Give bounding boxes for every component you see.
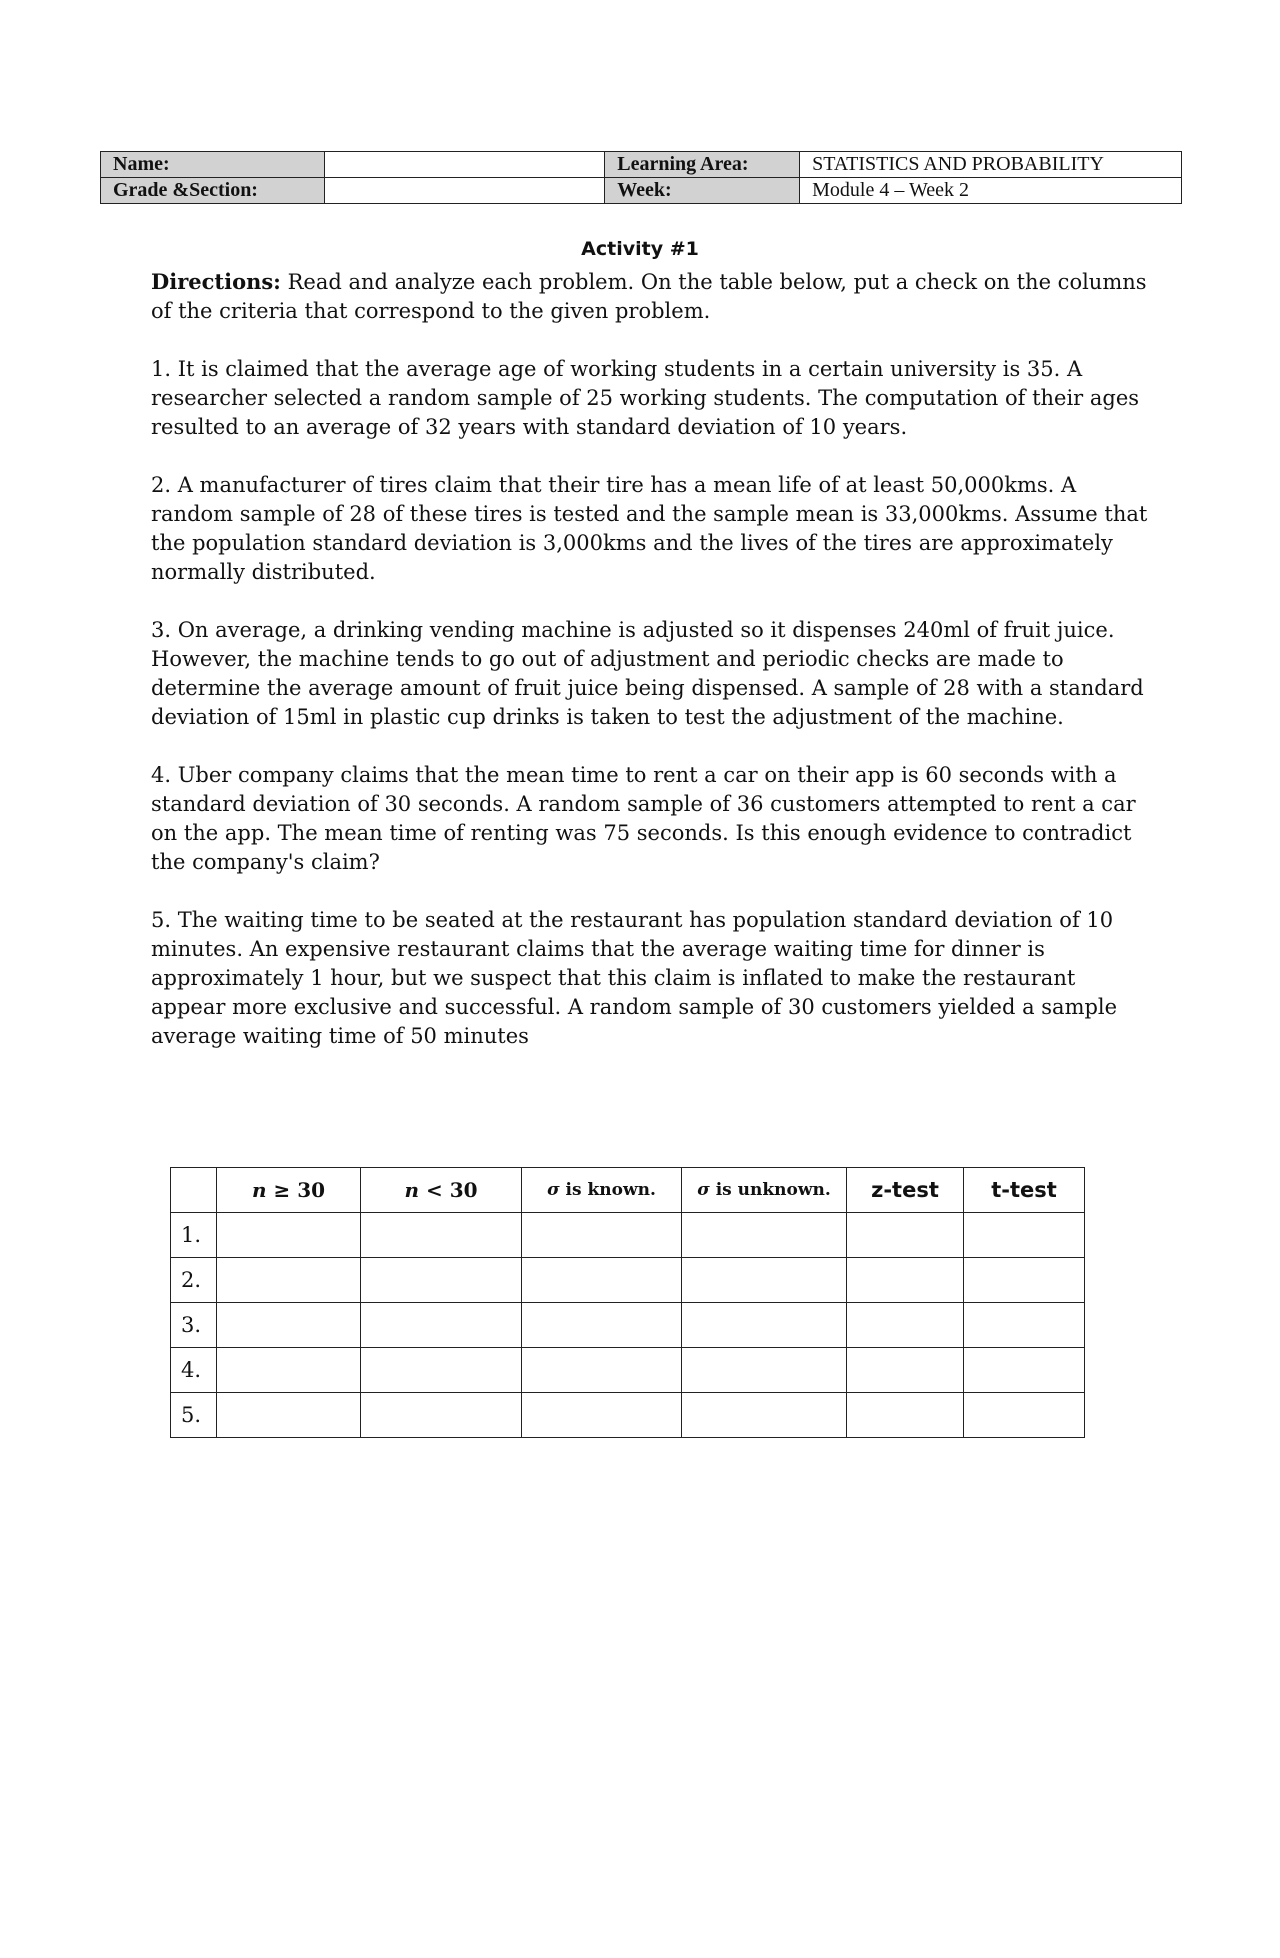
table-row <box>171 1213 1085 1258</box>
check-cell[interactable] <box>682 1213 847 1258</box>
check-cell[interactable] <box>682 1393 847 1438</box>
check-cell[interactable] <box>847 1213 964 1258</box>
criteria-table <box>170 1167 1085 1438</box>
check-cell[interactable] <box>847 1348 964 1393</box>
problem-4: 4. Uber company claims that the mean time to rent a car on their app is 60 seconds with a standard deviation of 30 seconds. A random sample of 36 customers attempted to rent a car on the app. The mean time of renting was 75 seconds. Is this enough evidence to contradict the company's claim? <box>151 763 1136 874</box>
check-cell[interactable] <box>682 1258 847 1303</box>
check-cell[interactable] <box>682 1348 847 1393</box>
header-info-table <box>100 151 1182 204</box>
check-cell[interactable] <box>964 1303 1085 1348</box>
header-row-2 <box>101 178 1182 204</box>
check-cell[interactable] <box>217 1258 361 1303</box>
problem-2: 2. A manufacturer of tires claim that their tire has a mean life of at least 50,000kms. A random sample of 28 of these tires is tested and the sample mean is 33,000kms. Assume that the population standard deviation is 3,000kms and the lives of the tires are approximately normally distributed. <box>151 473 1148 584</box>
header-n-ge-30: n ≥ 30 <box>217 1168 361 1213</box>
problem-5: 5. The waiting time to be seated at the restaurant has population standard deviation of 10 minutes. An expensive restaurant claims that the average waiting time for dinner is approximately 1 hour, but we suspect that this claim is inflated to make the restaurant appear more exclusive and successful. A random sample of 30 customers yielded a sample average waiting time of 50 minutes <box>151 908 1118 1048</box>
check-cell[interactable] <box>217 1393 361 1438</box>
header-t-test: t-test <box>964 1168 1085 1213</box>
check-cell[interactable] <box>964 1258 1085 1303</box>
check-cell[interactable] <box>964 1348 1085 1393</box>
criteria-header-row <box>171 1168 1085 1213</box>
activity-content <box>151 267 1151 1080</box>
row-number: 3. <box>171 1303 217 1348</box>
check-cell[interactable] <box>522 1348 682 1393</box>
directions-label: Directions: <box>151 269 281 294</box>
check-cell[interactable] <box>361 1348 522 1393</box>
check-cell[interactable] <box>964 1213 1085 1258</box>
name-label: Name: <box>101 152 325 178</box>
check-cell[interactable] <box>522 1213 682 1258</box>
grade-section-field[interactable] <box>324 178 604 204</box>
learning-area-value: STATISTICS AND PROBABILITY <box>800 152 1182 178</box>
activity-title: Activity #1 <box>581 238 699 260</box>
check-cell[interactable] <box>847 1258 964 1303</box>
check-cell[interactable] <box>682 1303 847 1348</box>
check-cell[interactable] <box>847 1393 964 1438</box>
grade-section-label: Grade &Section: <box>101 178 325 204</box>
check-cell[interactable] <box>964 1393 1085 1438</box>
week-label: Week: <box>605 178 800 204</box>
check-cell[interactable] <box>217 1348 361 1393</box>
directions <box>151 267 1151 326</box>
check-cell[interactable] <box>361 1393 522 1438</box>
header-n-lt-30: n < 30 <box>361 1168 522 1213</box>
check-cell[interactable] <box>217 1213 361 1258</box>
table-row <box>171 1348 1085 1393</box>
check-cell[interactable] <box>522 1258 682 1303</box>
row-number: 2. <box>171 1258 217 1303</box>
check-cell[interactable] <box>847 1303 964 1348</box>
header-row-1 <box>101 152 1182 178</box>
row-number: 1. <box>171 1213 217 1258</box>
table-row <box>171 1258 1085 1303</box>
directions-text: Read and analyze each problem. On the table below, put a check on the columns of the criteria that correspond to the given problem. <box>151 270 1147 323</box>
check-cell[interactable] <box>361 1213 522 1258</box>
header-sigma-known: σ is known. <box>522 1168 682 1213</box>
table-row <box>171 1393 1085 1438</box>
header-sigma-unknown: σ is unknown. <box>682 1168 847 1213</box>
check-cell[interactable] <box>361 1258 522 1303</box>
check-cell[interactable] <box>217 1303 361 1348</box>
week-value: Module 4 – Week 2 <box>800 178 1182 204</box>
check-cell[interactable] <box>361 1303 522 1348</box>
header-z-test: z-test <box>847 1168 964 1213</box>
table-row <box>171 1303 1085 1348</box>
corner-cell <box>171 1168 217 1213</box>
name-field[interactable] <box>324 152 604 178</box>
check-cell[interactable] <box>522 1393 682 1438</box>
check-cell[interactable] <box>522 1303 682 1348</box>
row-number: 5. <box>171 1393 217 1438</box>
problem-1: 1. It is claimed that the average age of working students in a certain university is 35. A researcher selected a random sample of 25 working students. The computation of their ages resulted to an average of 32 years with standard deviation of 10 years. <box>151 357 1140 439</box>
learning-area-label: Learning Area: <box>605 152 800 178</box>
problem-3: 3. On average, a drinking vending machine is adjusted so it dispenses 240ml of fruit juice. However, the machine tends to go out of adjustment and periodic checks are made to determine the average amount of fruit juice being dispensed. A sample of 28 with a standard deviation of 15ml in plastic cup drinks is taken to test the adjustment of the machine. <box>151 618 1144 729</box>
row-number: 4. <box>171 1348 217 1393</box>
